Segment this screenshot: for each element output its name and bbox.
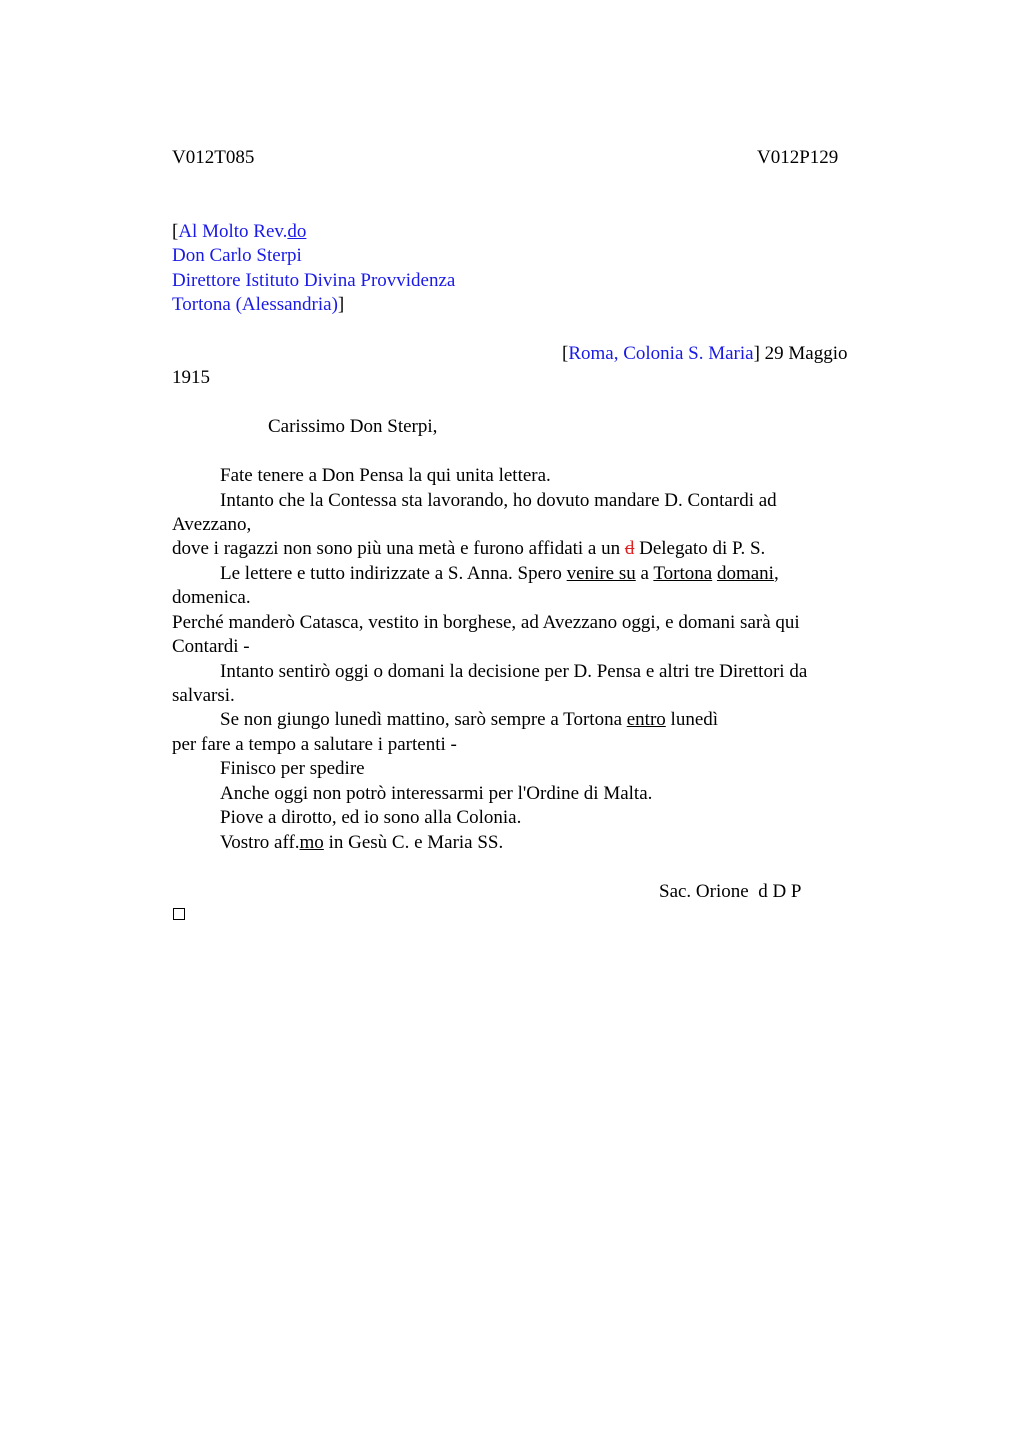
header-left-code: V012T085 bbox=[172, 147, 255, 168]
body-line: Perché manderò Catasca, vestito in borghese, ad Avezzano oggi, e domani sarà qui bbox=[172, 612, 800, 633]
body-line: domenica. bbox=[172, 587, 251, 608]
address-line-4: Tortona (Alessandria)] bbox=[172, 294, 345, 315]
body-line: per fare a tempo a salutare i partenti - bbox=[172, 734, 457, 755]
body-line: dove i ragazzi non sono più una metà e furono affidati a un d Delegato di P. S. bbox=[172, 538, 766, 559]
body-line: salvarsi. bbox=[172, 685, 235, 706]
body-line: Vostro aff.mo in Gesù C. e Maria SS. bbox=[220, 832, 504, 853]
deleted-text: d bbox=[624, 538, 635, 559]
body-line: Anche oggi non potrò interessarmi per l'Ordine di Malta. bbox=[220, 783, 653, 804]
dateline-year: 1915 bbox=[172, 367, 210, 388]
header-right-code: V012P129 bbox=[757, 147, 839, 168]
address-line-2: Don Carlo Sterpi bbox=[172, 245, 302, 266]
address-line-1: [Al Molto Rev.do bbox=[172, 221, 307, 242]
salutation: Carissimo Don Sterpi, bbox=[268, 416, 438, 437]
dateline: [Roma, Colonia S. Maria] 29 Maggio bbox=[562, 343, 848, 364]
body-line: Fate tenere a Don Pensa la qui unita lettera. bbox=[220, 465, 551, 486]
body-line: Piove a dirotto, ed io sono alla Colonia. bbox=[220, 807, 522, 828]
body-line: Le lettere e tutto indirizzate a S. Anna. Spero venire su a Tortona domani, bbox=[220, 563, 779, 584]
body-line: Se non giungo lunedì mattino, sarò sempre a Tortona entro lunedì bbox=[220, 709, 719, 730]
body-line: Intanto che la Contessa sta lavorando, ho dovuto mandare D. Contardi ad bbox=[220, 490, 777, 511]
checkbox-square-icon bbox=[173, 908, 185, 920]
body-line: Contardi - bbox=[172, 636, 250, 657]
signature: Sac. Orione d D P bbox=[659, 881, 802, 902]
body-line: Finisco per spedire bbox=[220, 758, 365, 779]
body-line: Avezzano, bbox=[172, 514, 252, 535]
body-line: Intanto sentirò oggi o domani la decisione per D. Pensa e altri tre Direttori da bbox=[220, 661, 808, 682]
address-line-3: Direttore Istituto Divina Provvidenza bbox=[172, 270, 456, 291]
